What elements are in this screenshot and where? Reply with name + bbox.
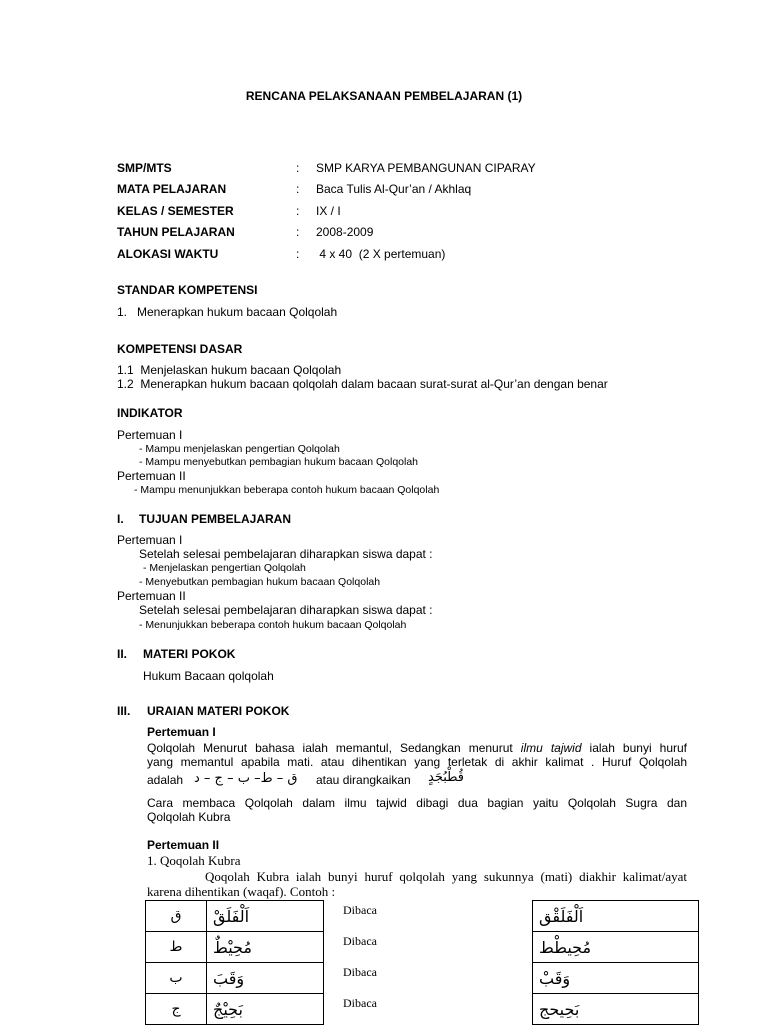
- materi-text: Hukum Bacaan qolqolah: [143, 669, 274, 683]
- tujuan-p2-intro: Setelah selesai pembelajaran diharapkan siswa dapat :: [139, 603, 433, 617]
- tujuan-p2-item: - Menunjukkan beberapa contoh hukum bacaan Qolqolah: [139, 619, 407, 631]
- table-row: [533, 901, 699, 932]
- table-row: [533, 963, 699, 994]
- section-number-uraian: III.: [117, 704, 131, 718]
- section-heading-kompetensi-dasar: KOMPETENSI DASAR: [117, 342, 243, 356]
- indikator-p2-item: - Mampu menunjukkan beberapa contoh hukum bacaan Qolqolah: [134, 484, 440, 496]
- example-letter: ج: [146, 994, 207, 1025]
- uraian-text: ialah bunyi huruf: [581, 741, 687, 755]
- identity-value: SMP KARYA PEMBANGUNAN CIPARAY: [316, 161, 536, 175]
- example-reading: مُحِيطْط: [533, 932, 699, 963]
- example-word: بَحِيْجٌ: [207, 994, 324, 1025]
- uraian-p2-paragraph-line: karena dihentikan (waqaf). Contoh :: [147, 884, 336, 899]
- dibaca-label: Dibaca: [343, 996, 377, 1010]
- kompetensi-dasar-item: 1.2 Menerapkan hukum bacaan qolqolah dalam bacaan surat-surat al-Qur’an dengan benar: [117, 377, 608, 391]
- identity-colon: :: [296, 225, 300, 239]
- uraian-p1-paragraph-line: Cara membaca Qolqolah dalam ilmu tajwid dibagi dua bagian yaitu Qolqolah Sugra dan: [147, 796, 687, 810]
- identity-label: MATA PELAJARAN: [117, 182, 227, 196]
- example-letter: ق: [146, 901, 207, 932]
- identity-colon: :: [296, 204, 300, 218]
- identity-label: TAHUN PELAJARAN: [117, 225, 235, 239]
- example-letter: ط: [146, 932, 207, 963]
- kompetensi-dasar-item: 1.1 Menjelaskan hukum bacaan Qolqolah: [117, 363, 342, 377]
- indikator-p1-item: - Mampu menyebutkan pembagian hukum bacaan Qolqolah: [139, 456, 419, 468]
- uraian-p1-adalah: adalah: [147, 773, 184, 787]
- identity-colon: :: [296, 182, 300, 196]
- standar-kompetensi-item: 1. Menerapkan hukum bacaan Qolqolah: [117, 305, 338, 319]
- example-reading: وَقَبْ: [533, 963, 699, 994]
- tujuan-p1-item: - Menjelaskan pengertian Qolqolah: [143, 562, 306, 574]
- indikator-p1-item: - Mampu menjelaskan pengertian Qolqolah: [139, 443, 340, 455]
- dibaca-label: Dibaca: [343, 903, 377, 917]
- identity-colon: :: [296, 247, 300, 261]
- section-number-tujuan: I.: [117, 512, 124, 526]
- identity-value: Baca Tulis Al-Qur’an / Akhlaq: [316, 182, 472, 196]
- uraian-p1-dirangkaikan: atau dirangkaikan: [316, 773, 411, 787]
- qolqolah-readings-table: [532, 900, 699, 1025]
- table-row: [146, 901, 324, 932]
- identity-label: ALOKASI WAKTU: [117, 247, 219, 261]
- identity-label: SMP/MTS: [117, 161, 172, 175]
- uraian-text: Qolqolah Menurut bahasa ialah memantul, Sedangkan menurut: [147, 741, 521, 755]
- identity-colon: :: [296, 161, 300, 175]
- section-heading-tujuan: TUJUAN PEMBELAJARAN: [139, 512, 292, 526]
- tujuan-p1-label: Pertemuan I: [117, 533, 183, 547]
- dibaca-label: Dibaca: [343, 934, 377, 948]
- example-word: مُحِيْطٌ: [207, 932, 324, 963]
- example-word: اَلْفَلَقْ: [207, 901, 324, 932]
- example-reading: اَلْفَلَقْق: [533, 901, 699, 932]
- indikator-p2-label: Pertemuan II: [117, 469, 186, 483]
- uraian-p2-label: Pertemuan II: [147, 838, 220, 852]
- section-heading-indikator: INDIKATOR: [117, 406, 183, 420]
- tujuan-p2-label: Pertemuan II: [117, 589, 186, 603]
- qolqolah-examples-table: [145, 900, 324, 1025]
- qolqolah-letters: ق – ط– ب – ج – د: [194, 771, 298, 786]
- table-row: [146, 932, 324, 963]
- identity-label: KELAS / SEMESTER: [117, 204, 234, 218]
- example-reading: بَحِيحج: [533, 994, 699, 1025]
- uraian-p1-paragraph-line: [147, 741, 687, 755]
- example-letter: ب: [146, 963, 207, 994]
- table-row: [146, 994, 324, 1025]
- uraian-p1-paragraph-line: Qolqolah Kubra: [147, 810, 231, 824]
- dibaca-label: Dibaca: [343, 965, 377, 979]
- section-heading-standar-kompetensi: STANDAR KOMPETENSI: [117, 283, 258, 297]
- section-number-materi: II.: [117, 647, 128, 661]
- section-heading-materi: MATERI POKOK: [143, 647, 236, 661]
- uraian-p1-paragraph-line: yang memantul apabila mati. atau dihentikan yang terletak di akhir kalimat . Huruf Qolqolah: [147, 755, 687, 769]
- qolqolah-combined-word: قُطْبُجَدٍ: [428, 770, 465, 785]
- tujuan-p1-intro: Setelah selesai pembelajaran diharapkan siswa dapat :: [139, 547, 433, 561]
- uraian-p1-label: Pertemuan I: [147, 725, 216, 739]
- table-row: [533, 932, 699, 963]
- table-row: [146, 963, 324, 994]
- tujuan-p1-item: - Menyebutkan pembagian hukum bacaan Qolqolah: [139, 576, 381, 588]
- uraian-italic-term: ilmu tajwid: [520, 741, 582, 755]
- uraian-p2-paragraph-line: Qoqolah Kubra ialah bunyi huruf qolqolah yang sukunnya (mati) diakhir kalimat/ayat: [205, 869, 687, 884]
- table-row: [533, 994, 699, 1025]
- section-heading-uraian: URAIAN MATERI POKOK: [147, 704, 290, 718]
- indikator-p1-label: Pertemuan I: [117, 428, 183, 442]
- example-word: وَقَبَ: [207, 963, 324, 994]
- identity-value: 4 x 40 (2 X pertemuan): [316, 247, 446, 261]
- identity-value: 2008-2009: [316, 225, 374, 239]
- identity-value: IX / I: [316, 204, 341, 218]
- page-title: RENCANA PELAKSANAAN PEMBELAJARAN (1): [245, 89, 523, 103]
- uraian-p2-subheading: 1. Qoqolah Kubra: [147, 853, 241, 868]
